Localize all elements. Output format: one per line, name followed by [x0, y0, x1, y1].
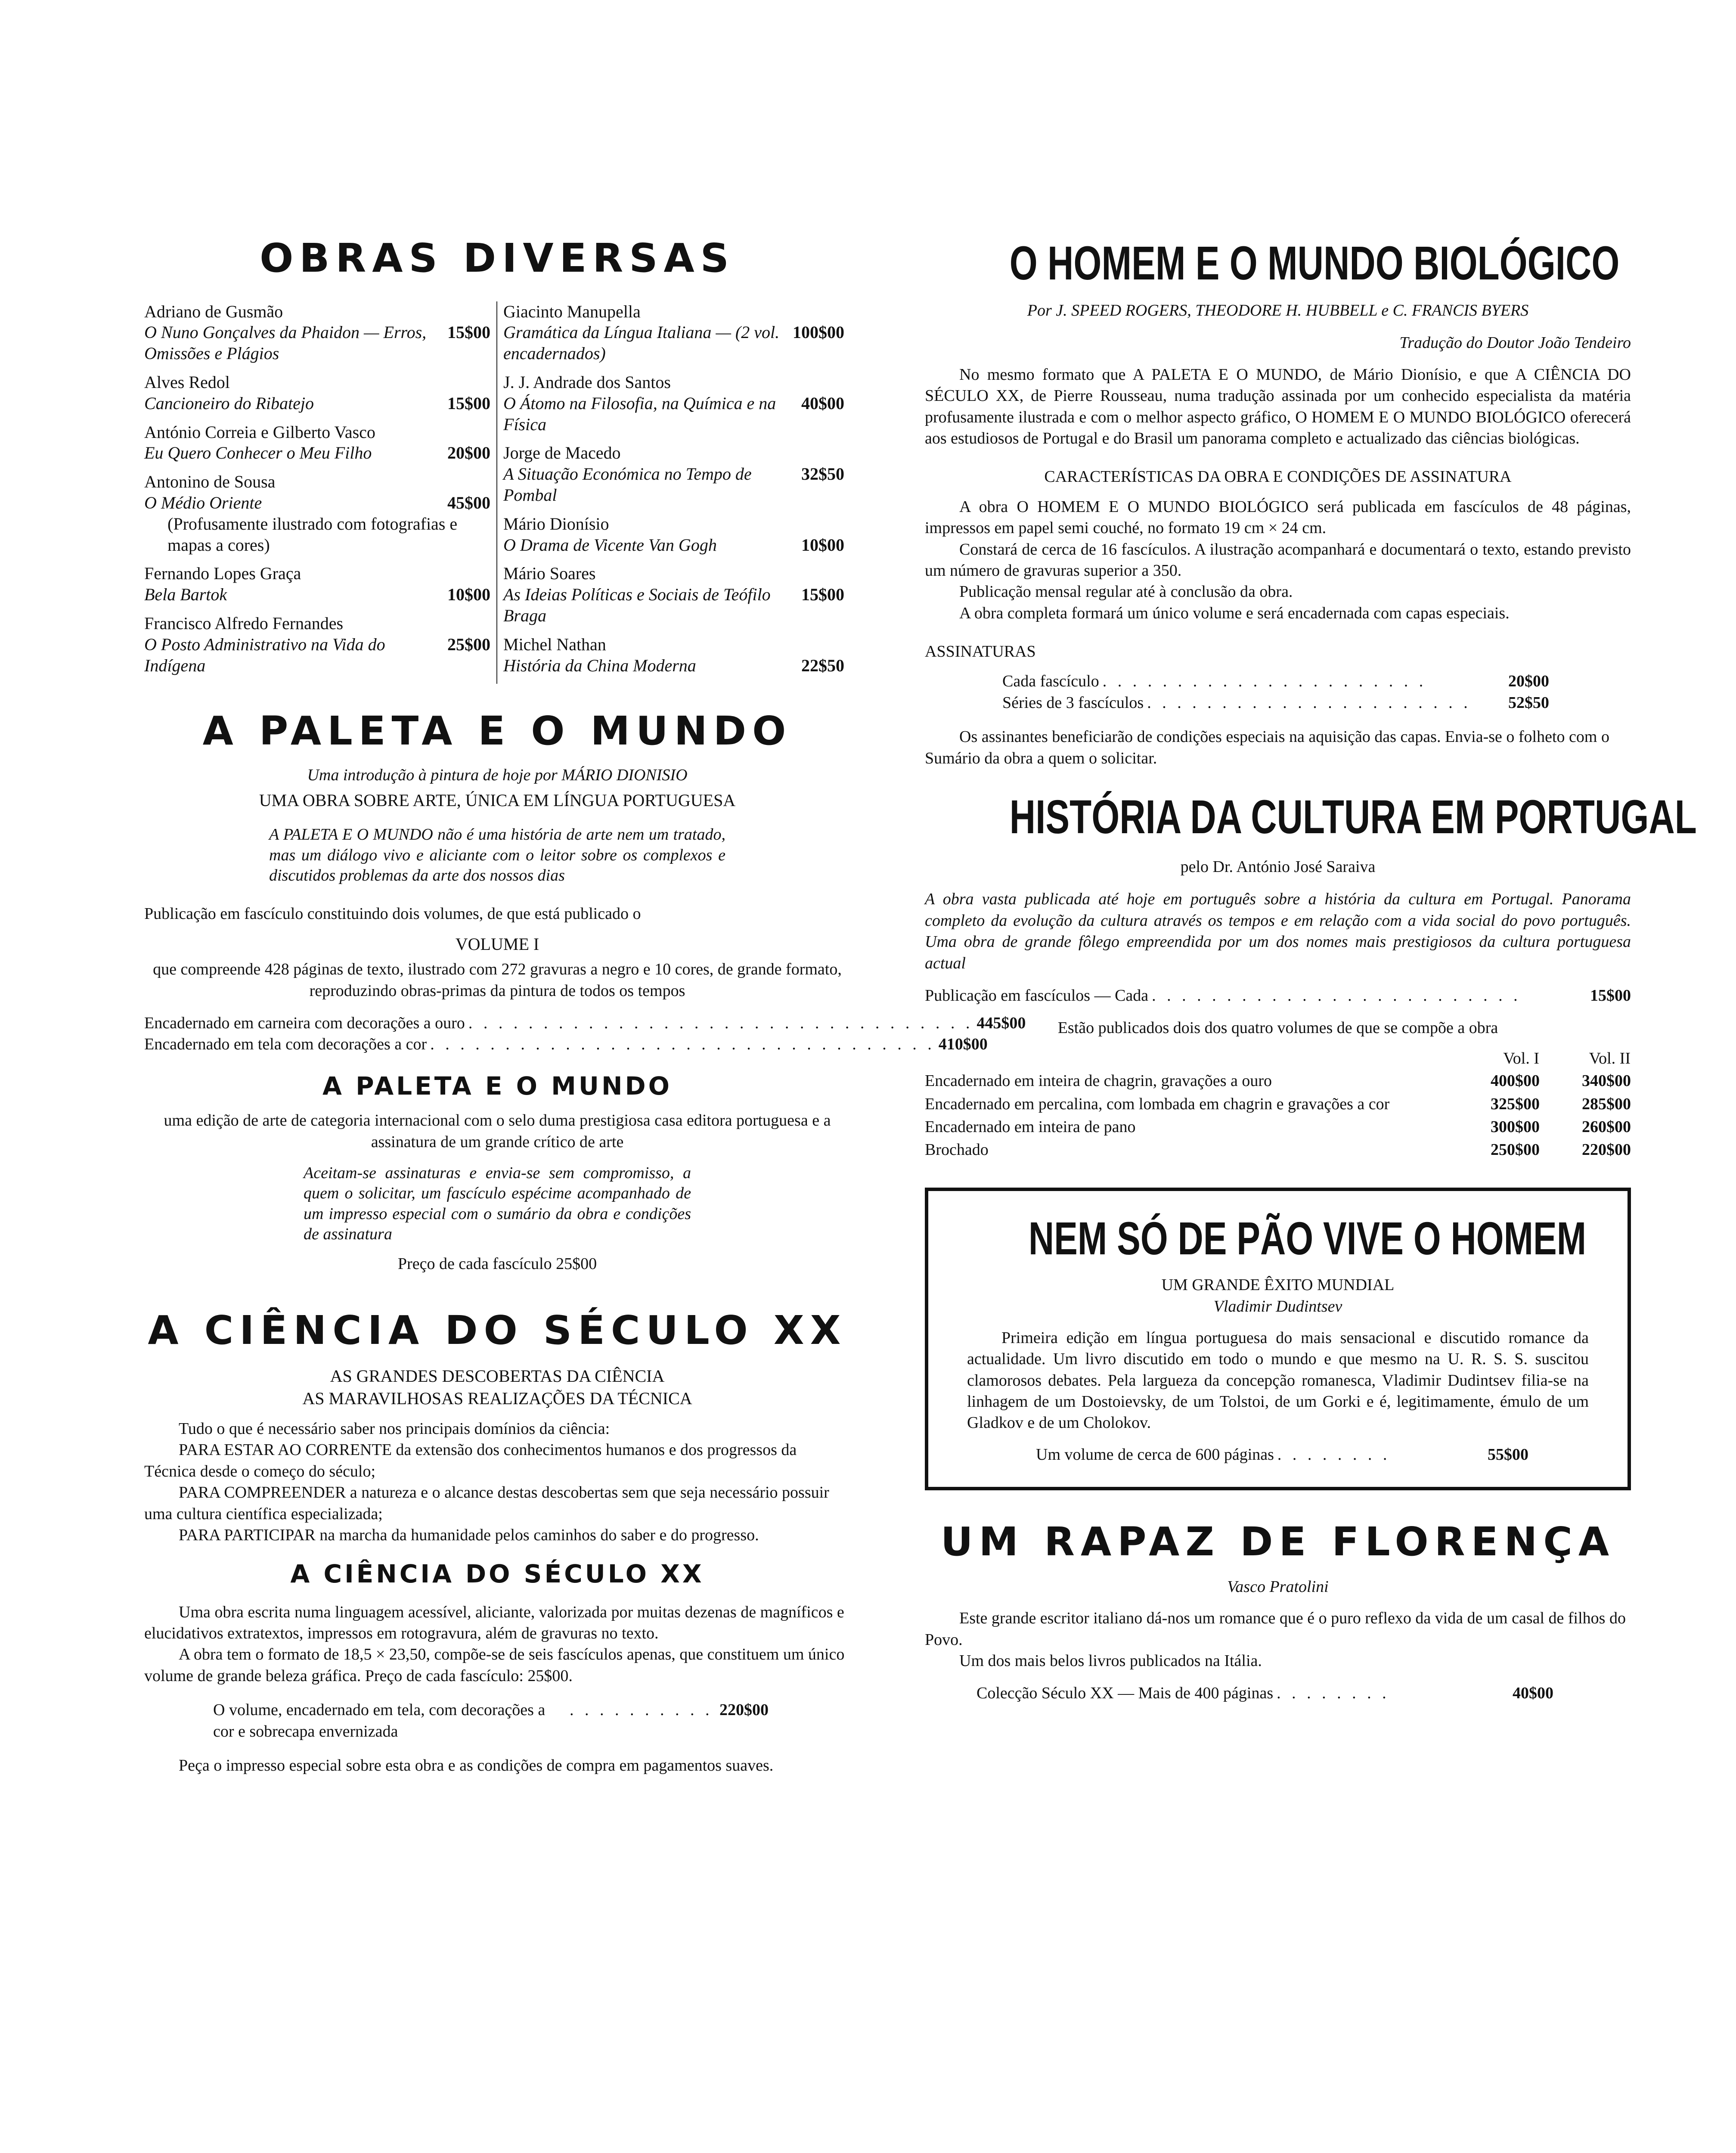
vol2-price: 220$00 — [1582, 1141, 1631, 1159]
paleta-volume-desc: que compreende 428 páginas de texto, ilustrado com 272 gravuras a negro e 10 cores, de grande formato, reproduzindo obras-primas da pintura de todos os tempos — [153, 960, 842, 1000]
homem-characteristics — [925, 496, 1631, 624]
historia-price-table — [925, 1048, 1631, 1162]
book-price: 15$00 — [447, 393, 490, 413]
ciencia-subtitle-2: AS MARAVILHOSAS REALIZAÇÕES DA TÉCNICA — [302, 1388, 692, 1408]
price-label: Cada fascículo — [1002, 672, 1099, 691]
row-label: Encadernado em inteira de chagrin, gravações a ouro — [925, 1072, 1272, 1090]
homem-char-2: Constará de cerca de 16 fascículos. A ilustração acompanhará e documentará o texto, estando previsto um número de gravuras superior a 350. — [925, 540, 1631, 580]
leader-dots: . . . . . . . . — [1277, 1684, 1390, 1703]
book-title: O Médio Oriente — [144, 493, 262, 512]
book-author: Mário Dionísio — [503, 514, 609, 534]
ciencia-subtitle-1: AS GRANDES DESCOBERTAS DA CIÊNCIA — [330, 1366, 665, 1386]
paleta-heading: A PALETA E O MUNDO — [202, 708, 792, 754]
book-author: Mário Soares — [503, 564, 596, 583]
nem-author: Vladimir Dudintsev — [1213, 1297, 1342, 1315]
nem-subtitle: UM GRANDE ÊXITO MUNDIAL — [1161, 1276, 1395, 1294]
rapaz-desc-1: Este grande escritor italiano dá-nos um romance que é o puro reflexo da vida de um casal de filhos do Povo. — [925, 1609, 1626, 1649]
rapaz-desc-2: Um dos mais belos livros publicados na Itália. — [959, 1652, 1262, 1670]
book-entry — [144, 301, 490, 364]
book-price: 100$00 — [793, 323, 844, 342]
book-price: 10$00 — [447, 585, 490, 605]
book-author: Jorge de Macedo — [503, 443, 621, 463]
vol2-price: 285$00 — [1582, 1095, 1631, 1113]
ciencia-heading-secondary: A CIÊNCIA DO SÉCULO XX — [290, 1559, 704, 1589]
homem-translation: Tradução do Doutor João Tendeiro — [1399, 334, 1631, 352]
nem-desc: Primeira edição em língua portuguesa do mais sensacional e discutido romance da actualidade. Um livro discutido em todo o mundo e que mesmo na U. R. S. S. suscitou clamorosos debates. Pela largueza da concepção romanesca, Vladimir Dudintsev filia-se na linhagem de um Dostoievsky, de um Tolstoi, de um Gorki e é, legitimamente, émulo de um Gladkov e de um Cholokov. — [967, 1328, 1589, 1432]
book-entry — [503, 634, 844, 676]
ciencia-point-3: PARA PARTICIPAR na marcha da humanidade pelos caminhos do saber e do progresso. — [179, 1526, 759, 1544]
column-header: Vol. I — [1503, 1049, 1539, 1067]
rapaz-heading: UM RAPAZ DE FLORENÇA — [940, 1519, 1615, 1565]
price-value: 220$00 — [719, 1701, 769, 1719]
ciencia-desc-block — [144, 1602, 850, 1687]
paleta-price-row — [144, 1013, 1026, 1034]
homem-assinaturas — [925, 671, 1631, 714]
nem-price — [950, 1444, 1606, 1465]
price-label: Publicação em fascículos — Cada — [925, 986, 1149, 1005]
ciencia-volume-price — [144, 1700, 850, 1742]
price-value: 20$00 — [1508, 672, 1549, 691]
historia-volumes-note: Estão publicados dois dos quatro volumes de que se compõe a obra — [1057, 1019, 1498, 1037]
vol1-price: 300$00 — [1491, 1117, 1540, 1136]
historia-author: pelo Dr. António José Saraiva — [1180, 858, 1376, 876]
ciencia-heading: A CIÊNCIA DO SÉCULO XX — [148, 1307, 847, 1354]
paleta-tagline: UMA OBRA SOBRE ARTE, ÚNICA EM LÍNGUA PORTUGUESA — [259, 791, 736, 810]
homem-char-1: A obra O HOMEM E O MUNDO BIOLÓGICO será publicada em fascículos de 48 páginas, impressos em papel semi couché, no formato 19 cm × 24 cm. — [925, 497, 1631, 537]
book-price: 20$00 — [447, 443, 490, 463]
paleta-volume-label: VOLUME I — [455, 934, 539, 954]
book-author: Adriano de Gusmão — [144, 301, 283, 321]
book-price: 25$00 — [447, 634, 490, 654]
paleta-prices — [144, 1013, 1026, 1055]
book-price: 40$00 — [801, 393, 844, 413]
homem-char-4: A obra completa formará um único volume e será encadernada com capas especiais. — [959, 604, 1510, 622]
vol1-price: 250$00 — [1491, 1141, 1540, 1159]
obras-list-left — [144, 301, 497, 684]
book-price: 32$50 — [801, 464, 844, 484]
vol1-price: 400$00 — [1491, 1072, 1540, 1090]
book-author: J. J. Andrade dos Santos — [503, 372, 671, 392]
price-value: 52$50 — [1508, 693, 1549, 712]
book-author: António Correia e Gilberto Vasco — [144, 422, 375, 442]
homem-authors: Por J. SPEED ROGERS, THEODORE H. HUBBELL e C. FRANCIS BYERS — [1027, 301, 1529, 320]
homem-subheading: CARACTERÍSTICAS DA OBRA E CONDIÇÕES DE ASSINATURA — [1044, 468, 1512, 486]
table-row — [925, 1070, 1631, 1092]
leader-dots: . . . . . . . . . . . . . . . . . . . . . . — [1102, 672, 1427, 691]
price-label: Um volume de cerca de 600 páginas — [1036, 1445, 1274, 1464]
ciencia-point-2: PARA COMPREENDER a natureza e o alcance destas descobertas sem que seja necessário possuir uma cultura científica especializada; — [144, 1483, 829, 1523]
book-entry — [503, 372, 844, 435]
historia-publication-price — [925, 985, 1631, 1006]
leader-dots: . . . . . . . . . . . . . . . . . . . . . . . . . . . . . . . . . . — [468, 1014, 973, 1032]
book-entry — [144, 422, 490, 464]
leader-dots: . . . . . . . . . . — [570, 1701, 713, 1719]
book-title: Bela Bartok — [144, 585, 227, 605]
paleta-publication: Publicação em fascículo constituindo dois volumes, de que está publicado o — [144, 904, 641, 923]
nem-heading: NEM SÓ DE PÃO VIVE O HOMEM — [1028, 1212, 1587, 1264]
book-entry — [144, 613, 490, 676]
vol1-price: 325$00 — [1491, 1095, 1540, 1113]
ciencia-closing: Peça o impresso especial sobre esta obra e as condições de compra em pagamentos suaves. — [179, 1756, 774, 1775]
leader-dots: . . . . . . . . — [1277, 1445, 1391, 1464]
vol2-price: 260$00 — [1582, 1117, 1631, 1136]
paleta-edition-text: uma edição de arte de categoria internacional com o selo duma prestigiosa casa editora portuguesa e a assinatura de um grande crítico de arte — [164, 1111, 831, 1151]
table-row — [925, 1093, 1631, 1116]
book-title: História da China Moderna — [503, 655, 696, 675]
historia-table-body — [925, 1070, 1631, 1162]
row-label: Brochado — [925, 1141, 989, 1159]
paleta-price-row — [144, 1034, 988, 1055]
paleta-fascicle-price: Preço de cada fascículo 25$00 — [397, 1254, 597, 1273]
book-author: Alves Redol — [144, 372, 230, 392]
historia-heading: HISTÓRIA DA CULTURA EM PORTUGAL — [1009, 791, 1697, 844]
homem-assinaturas-label: ASSINATURAS — [925, 642, 1036, 661]
book-entry — [503, 514, 844, 556]
table-row — [925, 1116, 1631, 1139]
book-title: Gramática da Língua Italiana — (2 vol. encadernados) — [503, 323, 780, 363]
price-value: 55$00 — [1488, 1445, 1528, 1464]
table-row — [925, 1139, 1631, 1161]
book-title: O Posto Administrativo na Vida do Indígena — [144, 634, 385, 675]
price-value: 15$00 — [1590, 986, 1631, 1005]
book-author: Francisco Alfredo Fernandes — [144, 613, 344, 633]
leader-dots: . . . . . . . . . . . . . . . . . . . . . . . . . — [1152, 986, 1521, 1005]
ciencia-desc-2: A obra tem o formato de 18,5 × 23,50, compõe-se de seis fascículos apenas, que constituem um único volume de grande beleza gráfica. Preço de cada fascículo: 25$00. — [144, 1645, 845, 1685]
row-label: Encadernado em inteira de pano — [925, 1117, 1136, 1136]
book-entry — [144, 372, 490, 414]
ciencia-intro-block — [144, 1418, 850, 1546]
homem-intro: No mesmo formato que A PALETA E O MUNDO, de Mário Dionísio, e que A CIÊNCIA DO SÉCULO XX, de Pierre Rousseau, numa tradução assinada por um conhecido especialista da matéria profusamente ilustrada e com o melhor aspecto gráfico, O HOMEM E O MUNDO BIOLÓGICO oferecerá aos estudiosos de Portugal e do Brasil um panorama completo e actualizado das ciências biológicas. — [925, 365, 1631, 447]
book-title: As Ideias Políticas e Sociais de Teófilo Braga — [503, 585, 771, 625]
obras-list-right — [497, 301, 850, 684]
price-label: Séries de 3 fascículos — [1002, 693, 1144, 712]
book-entry — [144, 472, 490, 555]
book-price: 15$00 — [801, 585, 844, 605]
nem-so-de-pao-box — [925, 1188, 1631, 1491]
table-header-row — [925, 1048, 1631, 1070]
book-entry — [503, 301, 844, 364]
paleta-quote-secondary: Aceitam-se assinaturas e envia-se sem compromisso, a quem o solicitar, um fascículo espécime acompanhado de um impresso especial com o sumário da obra e condições de assinatura — [304, 1163, 691, 1244]
leader-dots: . . . . . . . . . . . . . . . . . . . . . . — [1147, 693, 1471, 712]
book-note: (Profusamente ilustrado com fotografias e mapas a cores) — [167, 514, 458, 555]
leader-dots: . . . . . . . . . . . . . . . . . . . . . . . . . . . . . . . . . . — [430, 1035, 935, 1054]
homem-heading: O HOMEM E O MUNDO BIOLÓGICO — [1009, 237, 1620, 290]
price-label: Encadernado em carneira com decorações a ouro — [144, 1014, 465, 1032]
rapaz-author: Vasco Pratolini — [1227, 1577, 1329, 1596]
price-value: 445$00 — [976, 1014, 1026, 1032]
row-label: Encadernado em percalina, com lombada em chagrin e gravações a cor — [925, 1095, 1390, 1113]
obras-diversas-heading: OBRAS DIVERSAS — [260, 235, 735, 281]
book-author: Giacinto Manupella — [503, 301, 641, 321]
right-column — [925, 211, 1697, 1704]
vol2-price: 340$00 — [1582, 1072, 1631, 1090]
book-author: Fernando Lopes Graça — [144, 564, 301, 583]
price-label: Encadernado em tela com decorações a cor — [144, 1035, 427, 1054]
ciencia-desc-1: Uma obra escrita numa linguagem acessível, aliciante, valorizada por muitas dezenas de magníficos e elucidativos extratextos, impressos em rotogravura, além de gravuras no texto. — [144, 1603, 844, 1643]
historia-desc: A obra vasta publicada até hoje em português sobre a história da cultura em Portugal. Panorama completo da evolução da cultura através os tempos e em relação com a vida social do povo português. Uma obra de grande fôlego empreendida por um dos nomes mais prestigiosos da cultura portuguesa actual — [925, 890, 1631, 972]
price-label: O volume, encadernado em tela, com decorações a cor e sobrecapa envernizada — [213, 1701, 546, 1740]
paleta-quote: A PALETA E O MUNDO não é uma história de arte nem um tratado, mas um diálogo vivo e aliciante com o leitor sobre os complexos e discutidos problemas da arte dos nossos dias — [269, 825, 725, 885]
homem-char-3: Publicação mensal regular até à conclusão da obra. — [959, 583, 1293, 601]
book-title: O Átomo na Filosofia, na Química e na Física — [503, 393, 776, 434]
book-author: Antonino de Sousa — [144, 472, 276, 492]
book-entry — [503, 563, 844, 626]
price-label: Colecção Século XX — Mais de 400 páginas — [976, 1684, 1274, 1703]
book-entry — [144, 563, 490, 605]
assinatura-row — [1002, 692, 1549, 714]
ciencia-intro: Tudo o que é necessário saber nos principais domínios da ciência: — [179, 1419, 610, 1438]
obras-diversas-list — [144, 301, 850, 684]
assinatura-row — [1002, 671, 1549, 692]
book-title: O Nuno Gonçalves da Phaidon — Erros, Omissões e Plágios — [144, 323, 427, 363]
price-value: 40$00 — [1513, 1684, 1553, 1703]
book-title: A Situação Económica no Tempo de Pombal — [503, 464, 752, 505]
paleta-subtitle: Uma introdução à pintura de hoje por MÁRIO DIONISIO — [307, 766, 688, 784]
ciencia-point-1: PARA ESTAR AO CORRENTE da extensão dos conhecimentos humanos e dos progressos da Técnica desde o começo do século; — [144, 1441, 797, 1480]
book-entry — [503, 443, 844, 506]
book-price: 45$00 — [447, 493, 490, 512]
book-title: Cancioneiro do Ribatejo — [144, 393, 314, 413]
price-value: 410$00 — [938, 1035, 988, 1054]
rapaz-price — [925, 1683, 1631, 1704]
book-price: 15$00 — [447, 323, 490, 342]
book-price: 22$50 — [801, 655, 844, 675]
homem-closing: Os assinantes beneficiarão de condições especiais na aquisição das capas. Envia-se o folheto com o Sumário da obra a quem o solicitar. — [925, 728, 1609, 767]
paleta-heading-secondary: A PALETA E O MUNDO — [322, 1071, 672, 1101]
book-title: Eu Quero Conhecer o Meu Filho — [144, 443, 372, 463]
book-author: Michel Nathan — [503, 634, 606, 654]
book-title: O Drama de Vicente Van Gogh — [503, 535, 717, 555]
column-header: Vol. II — [1589, 1049, 1631, 1067]
book-price: 10$00 — [801, 535, 844, 555]
